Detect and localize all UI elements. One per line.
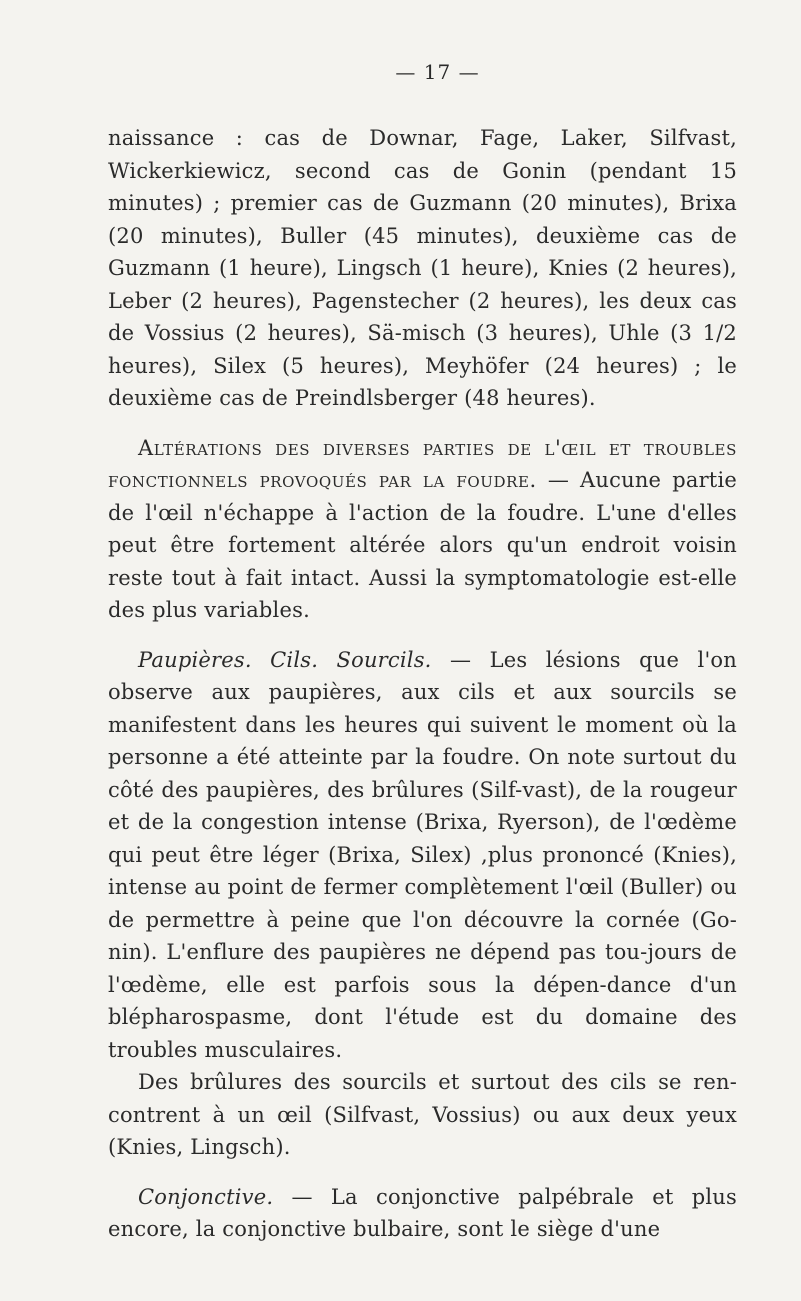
paragraph-alterations-text: — Aucune partie de l'œil n'échappe à l'action de la foudre. L'une d'elles peut être fortement altérée alors qu'un endroit voisin reste tout à fait intact. Aussi la symptomatologie est-elle des plus variables. <box>108 468 737 622</box>
paragraph-continuation: naissance : cas de Downar, Fage, Laker, Silfvast, Wickerkiewicz, second cas de Gonin (pendant 15 minutes) ; premier cas de Guzmann (20 minutes), Brixa (20 minutes), Buller (45 minutes), deuxième cas de Guzmann (1 heure), Lingsch (1 heure), Knies (2 heures), Leber (2 heures), Pagenstecher (2 heures), les deux cas de Vossius (2 heures), Sä-misch (3 heures), Uhle (3 1/2 heures), Silex (5 heures), Meyhöfer (24 heures) ; le deuxième cas de Preindlsberger (48 heures). <box>108 126 737 410</box>
paragraph-paupieres-text: — Les lésions que l'on observe aux paupières, aux cils et aux sourcils se manifestent dans les heures qui suivent le moment où la personne a été atteinte par la foudre. On note surtout du côté des paupières, des brûlures (Silf-vast), de la rougeur et de la congestion intense (Brixa, Ryerson), de l'œdème qui peut être léger (Brixa, Silex) ,plus prononcé (Knies), intense au point de fermer complètement l'œil (Buller) ou de permettre à peine que l'on découvre la cornée (Go-nin). L'enflure des paupières ne dépend pas tou-jours de l'œdème, elle est parfois sous la dépen-dance d'un blépharospasme, dont l'étude est du domaine des troubles musculaires. <box>108 647 738 1062</box>
section-heading-conjonctive: Conjonctive. <box>138 1184 274 1209</box>
paragraph-alterations <box>108 432 737 627</box>
paragraph-conjonctive <box>108 1181 737 1246</box>
section-heading-paupieres: Paupières. Cils. Sourcils. <box>138 647 432 672</box>
paragraph-paupieres <box>108 644 737 1067</box>
paragraph-brulures: Des brûlures des sourcils et surtout des cils se ren-contrent à un œil (Silfvast, Vossius) ou aux deux yeux (Knies, Lingsch). <box>108 1070 737 1159</box>
section-heading-alterations: Altérations des diverses parties de l'œil et troubles fonctionnels provoqués par la foudre. <box>108 435 737 492</box>
paragraph-conjonctive-text: — La conjonctive palpébrale et plus encore, la conjonctive bulbaire, sont le siège d'une <box>108 1184 737 1241</box>
page-number: — 17 — <box>395 60 480 84</box>
